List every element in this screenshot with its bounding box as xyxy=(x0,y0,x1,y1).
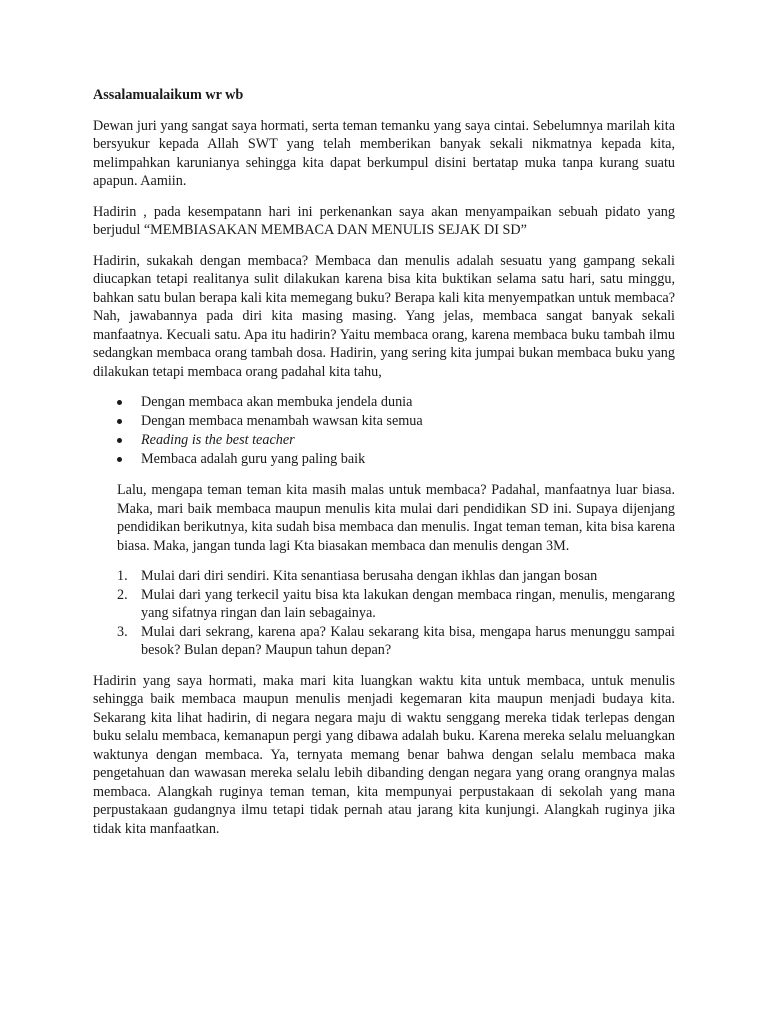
opening-paragraph: Dewan juri yang sangat saya hormati, serta teman temanku yang saya cintai. Sebelumnya marilah kita bersyukur kepada Allah SWT yang telah memberikan banyak sekali nikmatnya kepada kita, melimpahkan karunianya sehingga kita dapat berkumpul disini bertatap muka tanpa kurang suatu apapun. Aamiin. xyxy=(93,117,675,189)
item-number: 1. xyxy=(117,568,128,584)
item-text: Mulai dari diri sendiri. Kita senantiasa berusaha dengan ikhlas dan jangan bosan xyxy=(141,568,598,584)
numbered-item xyxy=(93,567,675,586)
numbered-item xyxy=(93,586,675,623)
item-text: Mulai dari sekrang, karena apa? Kalau sekarang kita bisa, mengapa harus menunggu sampai besok? Bulan depan? Maupun tahun depan? xyxy=(141,623,675,658)
bullet-text: Dengan membaca menambah wawsan kita semua xyxy=(141,413,423,429)
item-number: 3. xyxy=(117,623,128,640)
bullet-text: Reading is the best teacher xyxy=(141,432,295,448)
steps-numbered-list xyxy=(93,567,675,660)
item-number: 2. xyxy=(117,586,128,603)
bullet-text: Membaca adalah guru yang paling baik xyxy=(141,451,366,467)
bullet-item xyxy=(93,412,675,431)
bullet-item xyxy=(93,450,675,469)
bullet-dot-icon xyxy=(117,400,122,405)
numbered-item xyxy=(93,623,675,660)
item-text: Mulai dari yang terkecil yaitu bisa kta lakukan dengan membaca ringan, menulis, mengarang yang sifatnya ringan dan lain sebagainya. xyxy=(141,586,675,621)
bullet-dot-icon xyxy=(117,438,122,443)
bullet-dot-icon xyxy=(117,419,122,424)
closing-paragraph: Hadirin yang saya hormati, maka mari kita luangkan waktu kita untuk membaca, untuk menulis sehingga baik membaca maupun menulis menjadi kegemaran kita maupun menjadi budaya kita. Sekarang kita lihat hadirin, di negara negara maju di waktu senggang mereka tidak terlepas dengan buku selalu membaca, kemanapun pergi yang dibawa adalah buku. Karena mereka selalu meluangkan waktunya dengan membaca. Ya, ternyata memang benar bahwa dengan selalu membaca maka pengetahuan dan wawasan mereka selalu lebih dibanding dengan negara yang orang orangnya malas membaca. Alangkah ruginya teman teman, kita mempunyai perpustakaan di sekolah yang mana perpustakaan gudangnya ilmu tetapi tidak pernah atau jarang kita kunjungi. Alangkah ruginya jika tidak kita manfaatkan. xyxy=(93,672,675,837)
greeting-heading: Assalamualaikum wr wb xyxy=(93,87,244,103)
bullet-item xyxy=(93,431,675,450)
document-body xyxy=(93,86,675,850)
indented-paragraph: Lalu, mengapa teman teman kita masih malas untuk membaca? Padahal, manfaatnya luar biasa. Maka, mari baik membaca maupun menulis kita mulai dari pendidikan SD ini. Supaya dijenjang pendidikan berikutnya, kita sudah bisa membaca dan menulis. Ingat teman teman, kita bisa karena biasa. Maka, jangan tunda lagi Kta biasakan membaca dan menulis dengan 3M. xyxy=(117,482,675,554)
bullet-item xyxy=(93,393,675,412)
bullet-dot-icon xyxy=(117,457,122,462)
benefits-bullet-list xyxy=(93,393,675,469)
question-paragraph: Hadirin, sukakah dengan membaca? Membaca dan menulis adalah sesuatu yang gampang sekali diucapkan tetapi realitanya sulit dilakukan karena bisa kita buktikan selama satu hari, satu minggu, bahkan satu bulan berapa kali kita memegang buku? Berapa kali kita menyempatkan untuk membaca? Nah, jawabannya pada diri kita masing masing. Yang jelas, membaca sangat banyak sekali manfaatnya. Kecuali satu. Apa itu hadirin? Yaitu membaca orang, karena membaca buku tambah ilmu sedangkan membaca orang tambah dosa. Hadirin, yang sering kita jumpai bukan membaca buku yang dilakukan tetapi membaca orang padahal kita tahu, xyxy=(93,252,675,380)
title-paragraph: Hadirin , pada kesempatann hari ini perkenankan saya akan menyampaikan sebuah pidato yang berjudul “MEMBIASAKAN MEMBACA DAN MENULIS SEJAK DI SD” xyxy=(93,203,675,238)
bullet-text: Dengan membaca akan membuka jendela dunia xyxy=(141,394,413,410)
